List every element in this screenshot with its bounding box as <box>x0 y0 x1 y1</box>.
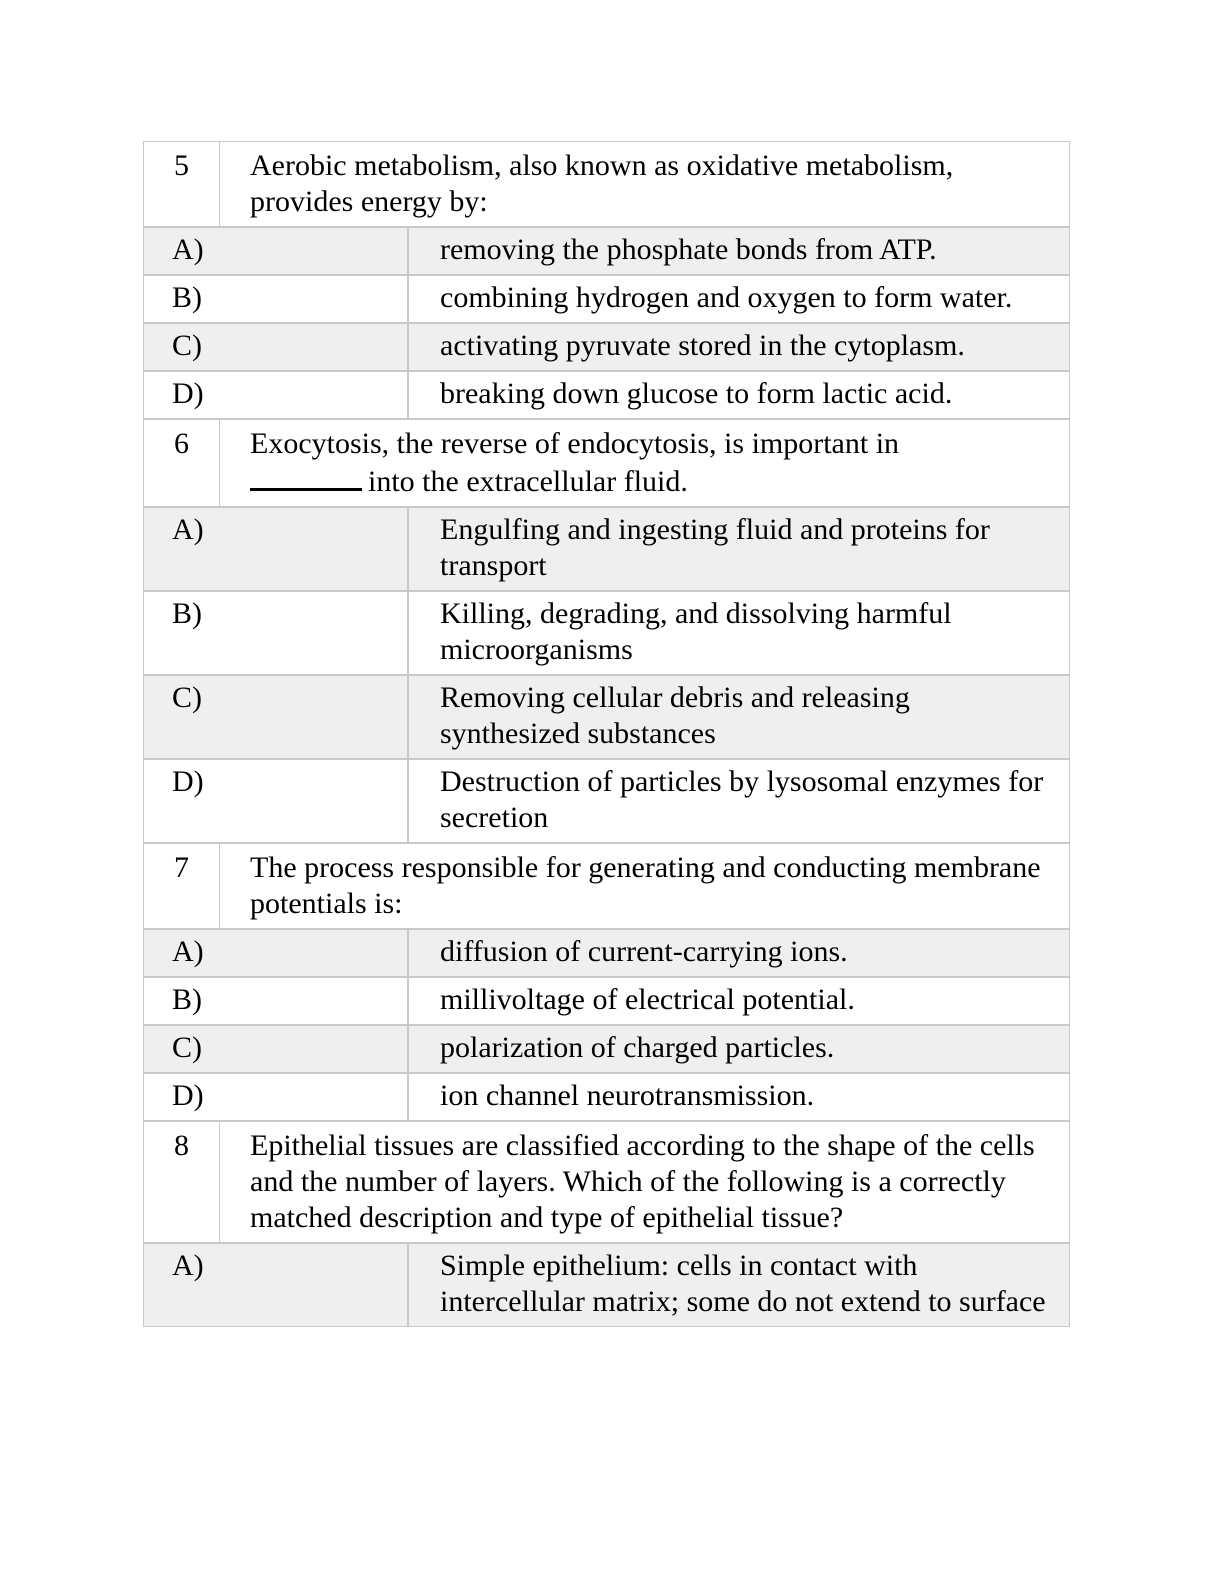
answer-text: Simple epithelium: cells in contact with intercellular matrix; some do not extend to surface <box>440 1249 1046 1318</box>
answer-text: ion channel neurotransmission. <box>440 1079 815 1112</box>
answer-label: B) <box>144 592 409 674</box>
question-number: 6 <box>144 420 220 506</box>
question-text-after-blank: into the extracellular fluid. <box>368 465 688 498</box>
answer-text: millivoltage of electrical potential. <box>440 983 855 1016</box>
answer-text: Removing cellular debris and releasing synthesized substances <box>440 681 910 750</box>
answer-label: D) <box>144 760 409 842</box>
answer-label: B) <box>144 276 409 322</box>
question-row <box>144 142 1069 228</box>
quiz-table <box>143 141 1070 1327</box>
answer-label: D) <box>144 1074 409 1120</box>
answer-text: polarization of charged particles. <box>440 1031 835 1064</box>
question-row <box>144 420 1069 508</box>
answer-label: C) <box>144 324 409 370</box>
answer-row <box>144 592 1069 676</box>
answer-label: C) <box>144 1026 409 1072</box>
fill-in-blank <box>250 462 362 491</box>
question-number: 7 <box>144 844 220 928</box>
answer-row <box>144 508 1069 592</box>
answer-row <box>144 930 1069 978</box>
answer-row <box>144 978 1069 1026</box>
answer-label: B) <box>144 978 409 1024</box>
answer-label: A) <box>144 228 409 274</box>
answer-row <box>144 1244 1069 1326</box>
question-text: Aerobic metabolism, also known as oxidative metabolism, provides energy by: <box>250 149 954 218</box>
answer-row <box>144 228 1069 276</box>
answer-row <box>144 276 1069 324</box>
answer-label: D) <box>144 372 409 418</box>
answer-row <box>144 372 1069 420</box>
answer-text: removing the phosphate bonds from ATP. <box>440 233 937 266</box>
question-number: 8 <box>144 1122 220 1242</box>
question-text: The process responsible for generating and conducting membrane potentials is: <box>250 851 1041 920</box>
answer-text: Killing, degrading, and dissolving harmful microorganisms <box>440 597 952 666</box>
answer-label: C) <box>144 676 409 758</box>
answer-label: A) <box>144 930 409 976</box>
answer-text: breaking down glucose to form lactic acid. <box>440 377 953 410</box>
answer-label: A) <box>144 508 409 590</box>
answer-row <box>144 676 1069 760</box>
answer-row <box>144 1074 1069 1122</box>
question-text: Epithelial tissues are classified according to the shape of the cells and the number of layers. Which of the following is a correctly matched description and type of epithelial tissue? <box>250 1129 1035 1234</box>
question-text <box>220 420 1069 506</box>
answer-row <box>144 324 1069 372</box>
answer-text: diffusion of current-carrying ions. <box>440 935 848 968</box>
answer-text: activating pyruvate stored in the cytoplasm. <box>440 329 965 362</box>
answer-row <box>144 1026 1069 1074</box>
answer-text: Engulfing and ingesting fluid and proteins for transport <box>440 513 990 582</box>
question-number: 5 <box>144 142 220 226</box>
answer-text: combining hydrogen and oxygen to form water. <box>440 281 1013 314</box>
question-row <box>144 1122 1069 1244</box>
answer-label: A) <box>144 1244 409 1326</box>
answer-text: Destruction of particles by lysosomal enzymes for secretion <box>440 765 1044 834</box>
answer-row <box>144 760 1069 844</box>
question-row <box>144 844 1069 930</box>
question-text-before-blank: Exocytosis, the reverse of endocytosis, is important in <box>250 427 900 460</box>
